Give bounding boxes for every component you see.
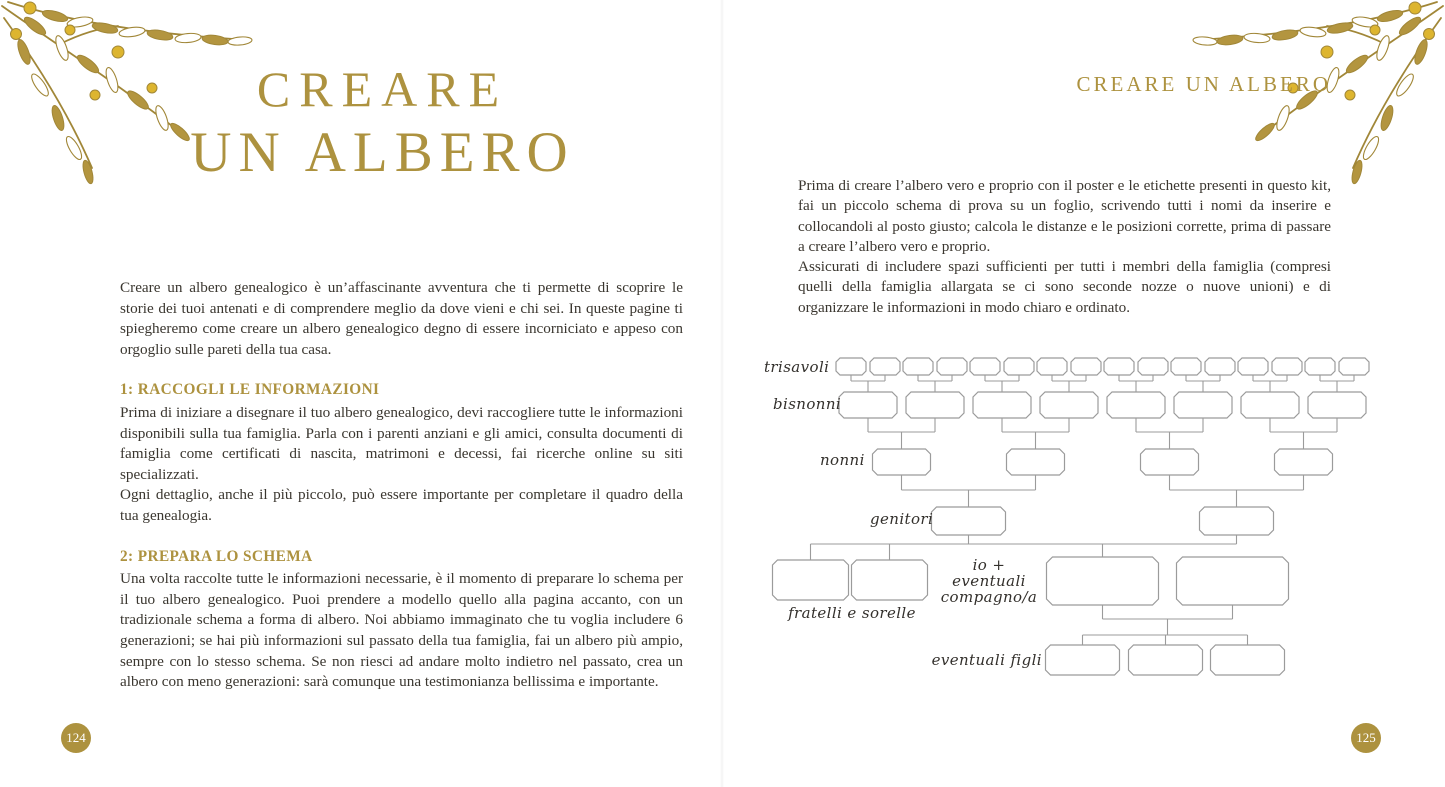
- body-paragraph: Una volta raccolte tutte le informazioni necessarie, è il momento di preparare lo schema per il tuo albero genealogico. Puoi prendere a modello quello alla pagina accanto, con un tradizionale schema a forma di albero. Noi abbiamo immaginato che tu voglia includere 6 generazioni; se hai più informazioni sul passato della tua famiglia, fai un albero più ampio, sempre con lo stesso schema. Se non riesci ad andare molto indietro nel passato, crea un albero con meno generazioni: sarà comunque una testimonianza bellissima e importante.: [120, 570, 683, 691]
- left-text-column: [120, 278, 683, 693]
- tree-box-trisavoli: [1339, 358, 1369, 375]
- tree-box-genitori: [1200, 507, 1274, 535]
- tree-label-me: compagno/a: [940, 588, 1038, 606]
- tree-box-trisavoli: [903, 358, 933, 375]
- tree-label-genitori: genitori: [870, 510, 934, 528]
- tree-box-nonni: [1007, 449, 1065, 475]
- tree-box-trisavoli: [970, 358, 1000, 375]
- tree-box-trisavoli: [1004, 358, 1034, 375]
- tree-box-bisnonni: [1241, 392, 1299, 418]
- tree-box-figli: [1129, 645, 1203, 675]
- tree-box-bisnonni: [973, 392, 1031, 418]
- section-heading-1: 1: RACCOGLI LE INFORMAZIONI: [120, 381, 380, 399]
- tree-box-fratelli: [852, 560, 928, 600]
- tree-box-trisavoli: [1272, 358, 1302, 375]
- body-paragraph: Prima di iniziare a disegnare il tuo albero genealogico, devi raccogliere tutte le informazioni disponibili sulla tua famiglia. Parla con i parenti anziani e gli amici, consulta documenti di famiglia come certificati di nascita, matrimoni e decessi, fai ricerche online su siti specializzati.: [120, 403, 683, 483]
- section-heading-2: 2: PREPARA LO SCHEMA: [120, 547, 313, 565]
- tree-label-bisnonni: bisnonni: [773, 395, 842, 413]
- tree-box-trisavoli: [836, 358, 866, 375]
- tree-label-children: eventuali figli: [931, 651, 1042, 669]
- tree-box-trisavoli: [1205, 358, 1235, 375]
- tree-box-trisavoli: [937, 358, 967, 375]
- tree-box-trisavoli: [1138, 358, 1168, 375]
- tree-box-trisavoli: [1238, 358, 1268, 375]
- page-title-line1: CREARE: [256, 61, 509, 117]
- body-paragraph: Assicurati di includere spazi sufficienti per tutti i membri della famiglia (compresi quelli della famiglia allargata se ci sono seconde nozze o nuove unioni) e di organizzare le informazioni in modo chiaro e ordinato.: [798, 258, 1331, 316]
- tree-box-trisavoli: [1171, 358, 1201, 375]
- tree-box-bisnonni: [1174, 392, 1232, 418]
- tree-box-fratelli: [773, 560, 849, 600]
- page-title: [95, 60, 670, 184]
- tree-box-trisavoli: [1305, 358, 1335, 375]
- running-header: CREARE UN ALBERO: [1076, 72, 1331, 96]
- tree-box-figli: [1046, 645, 1120, 675]
- tree-label-me: eventuali: [952, 572, 1026, 590]
- tree-box-trisavoli: [1071, 358, 1101, 375]
- olive-branch-icon: [1173, 0, 1445, 200]
- page-title-line2: UN ALBERO: [190, 121, 575, 184]
- tree-box-bisnonni: [1107, 392, 1165, 418]
- tree-box-trisavoli: [870, 358, 900, 375]
- tree-box-bisnonni: [839, 392, 897, 418]
- tree-box-nonni: [1141, 449, 1199, 475]
- tree-box-bisnonni: [906, 392, 964, 418]
- body-paragraph: Ogni dettaglio, anche il più piccolo, può essere importante per completare il quadro della tua genealogia.: [120, 486, 683, 524]
- family-tree-diagram: [758, 352, 1406, 687]
- page-number-badge: 124: [61, 723, 91, 753]
- tree-label-nonni: nonni: [820, 451, 865, 469]
- tree-box-io: [1047, 557, 1159, 605]
- tree-box-bisnonni: [1308, 392, 1366, 418]
- body-paragraph: Prima di creare l’albero vero e proprio con il poster e le etichette presenti in questo kit, fai un piccolo schema di prova su un foglio, scrivendo tutti i nomi da inserire e collocandoli al posto giusto; calcola le distanze e le posizioni corrette, prima di passare a creare l’albero vero e proprio.: [798, 177, 1331, 255]
- tree-box-trisavoli: [1104, 358, 1134, 375]
- tree-box-trisavoli: [1037, 358, 1067, 375]
- tree-box-nonni: [1275, 449, 1333, 475]
- intro-paragraph: Creare un albero genealogico è un’affascinante avventura che ti permette di scoprire le storie dei tuoi antenati e di comprendere meglio da dove vieni e chi sei. In queste pagine ti spiegheremo come creare un albero genealogico degno di essere incorniciato e appeso con orgoglio sulle pareti della tua casa.: [120, 279, 683, 358]
- right-text-column: [798, 176, 1331, 318]
- page-number-badge: 125: [1351, 723, 1381, 753]
- tree-box-io: [1177, 557, 1289, 605]
- tree-label-trisavoli: trisavoli: [764, 358, 830, 376]
- tree-box-genitori: [932, 507, 1006, 535]
- tree-box-figli: [1211, 645, 1285, 675]
- tree-box-bisnonni: [1040, 392, 1098, 418]
- tree-label-me: io +: [972, 556, 1006, 574]
- tree-label-siblings: fratelli e sorelle: [788, 604, 916, 622]
- tree-box-nonni: [873, 449, 931, 475]
